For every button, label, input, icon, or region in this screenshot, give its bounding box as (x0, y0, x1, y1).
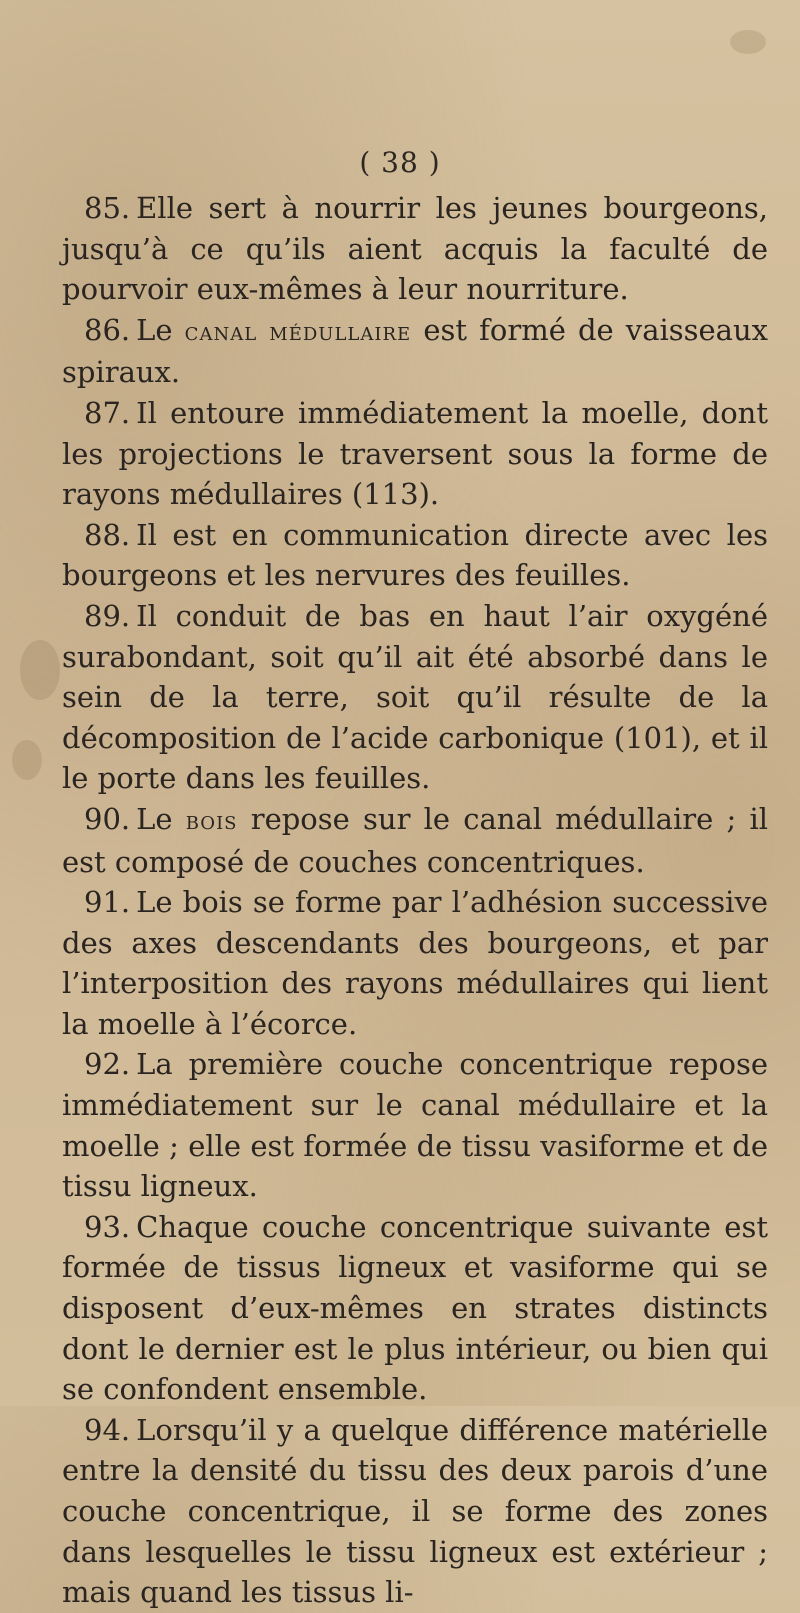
paragraph (62, 882, 768, 1044)
paragraph-text: est formé de vaisseaux spiraux. (62, 312, 769, 390)
paragraph-number: 91. (84, 885, 131, 920)
paragraph-text: Le bois se forme par l’adhésion successive des axes descendants des bourgeons, et par l’interposition des rayons médullaires qui lient la moelle à l’écorce. (62, 885, 768, 1041)
paragraph-number: 85. (84, 191, 131, 225)
paper-stain (730, 30, 766, 54)
paragraph-text: Il est en communication directe avec les bourgeons et les nervures des feuilles. (62, 517, 768, 593)
paragraph (62, 596, 768, 799)
body-text (62, 188, 768, 1613)
paragraph-number: 90. (84, 801, 131, 836)
paragraph (62, 1410, 768, 1613)
paragraph-number: 93. (84, 1209, 131, 1244)
paragraph (62, 188, 768, 310)
paragraph (62, 515, 768, 596)
paragraph-text: Le (136, 801, 186, 836)
paragraph-text: La première couche concentrique repose immédiatement sur le canal médullaire et la moelle ; elle est formée de tissu vasiforme et de tissu ligneux. (62, 1047, 768, 1204)
paragraph-number: 86. (84, 312, 131, 347)
paragraph-text: Il conduit de bas en haut l’air oxygéné surabondant, soit qu’il ait été absorbé dans le sein de la terre, soit qu’il résulte de la décomposition de l’acide carbonique (101), et il le porte dans les feuilles. (62, 598, 768, 796)
paragraph-number: 89. (84, 598, 131, 633)
paragraph-text: Lorsqu’il y a quelque différence matérielle entre la densité du tissu des deux parois d’une couche concentrique, il se forme des zones dans lesquelles le tissu ligneux est extérieur ; mais quand les tissus li- (62, 1412, 768, 1610)
paragraph-number: 88. (84, 517, 131, 552)
paragraph-number: 94. (84, 1412, 131, 1447)
paragraph-text: Il entoure immédiatement la moelle, dont les projections le traversent sous la forme de rayons médullaires (113). (62, 395, 768, 512)
paper-stain (20, 640, 60, 700)
paragraph (62, 310, 768, 393)
paragraph-text: repose sur le canal médullaire ; il est composé de couches concentriques. (62, 801, 768, 879)
term-small-caps: bois (185, 805, 238, 836)
paper-stain (12, 740, 42, 780)
paragraph (62, 1044, 768, 1206)
paragraph-number: 87. (84, 395, 131, 430)
term-small-caps: canal médullaire (184, 316, 412, 347)
paragraph (62, 393, 768, 515)
paragraph-text: Chaque couche concentrique suivante est formée de tissus ligneux et vasiforme qui se disposent d’eux-mêmes en strates distincts dont le dernier est le plus intérieur, ou bien qui se confondent ensemble. (62, 1209, 768, 1407)
paragraph-text: Le (136, 312, 185, 347)
paragraph-number: 92. (84, 1047, 131, 1082)
paragraph-text: Elle sert à nourrir les jeunes bourgeons, jusqu’à ce qu’ils aient acquis la faculté de pourvoir eux-mêmes à leur nourriture. (62, 191, 768, 307)
paragraph (62, 1207, 768, 1410)
paragraph (62, 799, 768, 882)
page-number: ( 38 ) (359, 146, 441, 179)
